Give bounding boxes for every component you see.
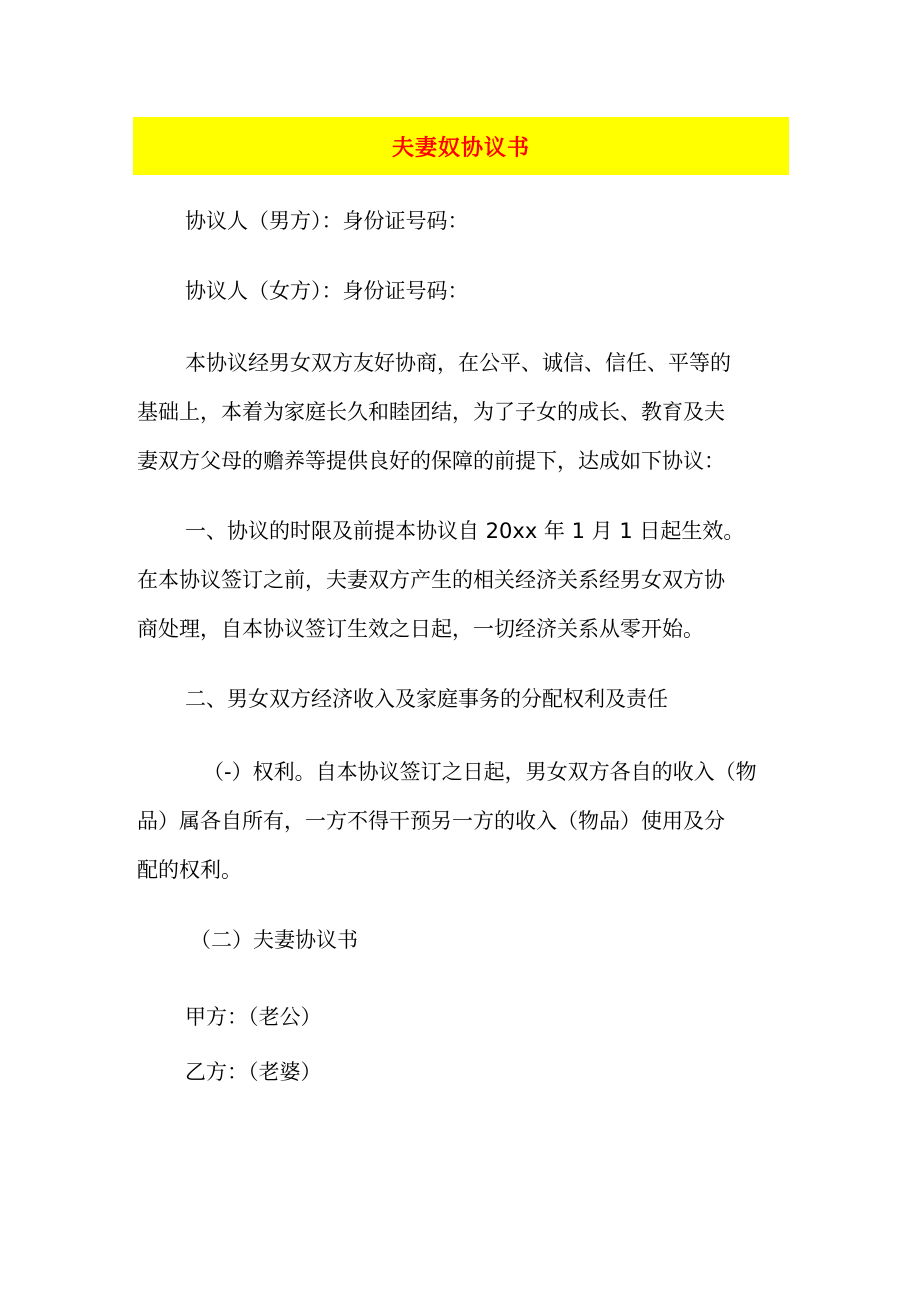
rights-line-3: 配的权利。 [137, 858, 242, 882]
section1-line-3: 商处理，自本协议签订生效之日起，一切经济关系从零开始。 [137, 617, 704, 641]
title-banner [133, 117, 789, 175]
document-title: 夫妻奴协议书 [391, 135, 530, 161]
section1-line-1: 一、协议的时限及前提本协议自 20xx 年 1 月 1 日起生效。 [185, 519, 745, 543]
section1-line-2: 在本协议签订之前，夫妻双方产生的相关经济关系经男女双方协 [137, 568, 725, 592]
preamble-line-1: 本协议经男女双方友好协商，在公平、诚信、信任、平等的 [185, 351, 731, 375]
party-a-line: 甲方：（老公） [185, 1005, 322, 1029]
rights-line-1: （-）权利。自本协议签订之日起，男女双方各自的收入（物 [203, 760, 757, 784]
preamble-line-3: 妻双方父母的赡养等提供良好的保障的前提下，达成如下协议： [137, 449, 725, 473]
section2-heading: 二、男女双方经济收入及家庭事务的分配权利及责任 [185, 687, 668, 711]
party-b-line: 乙方：（老婆） [185, 1060, 322, 1084]
party-female-line: 协议人（女方）：身份证号码： [185, 279, 469, 303]
preamble-line-2: 基础上，本着为家庭长久和睦团结，为了子女的成长、教育及夫 [137, 400, 725, 424]
rights-line-2: 品）属各自所有，一方不得干预另一方的收入（物品）使用及分 [137, 809, 725, 833]
sub-heading: （二）夫妻协议书 [190, 928, 358, 952]
party-male-line: 协议人（男方）：身份证号码： [185, 209, 469, 233]
